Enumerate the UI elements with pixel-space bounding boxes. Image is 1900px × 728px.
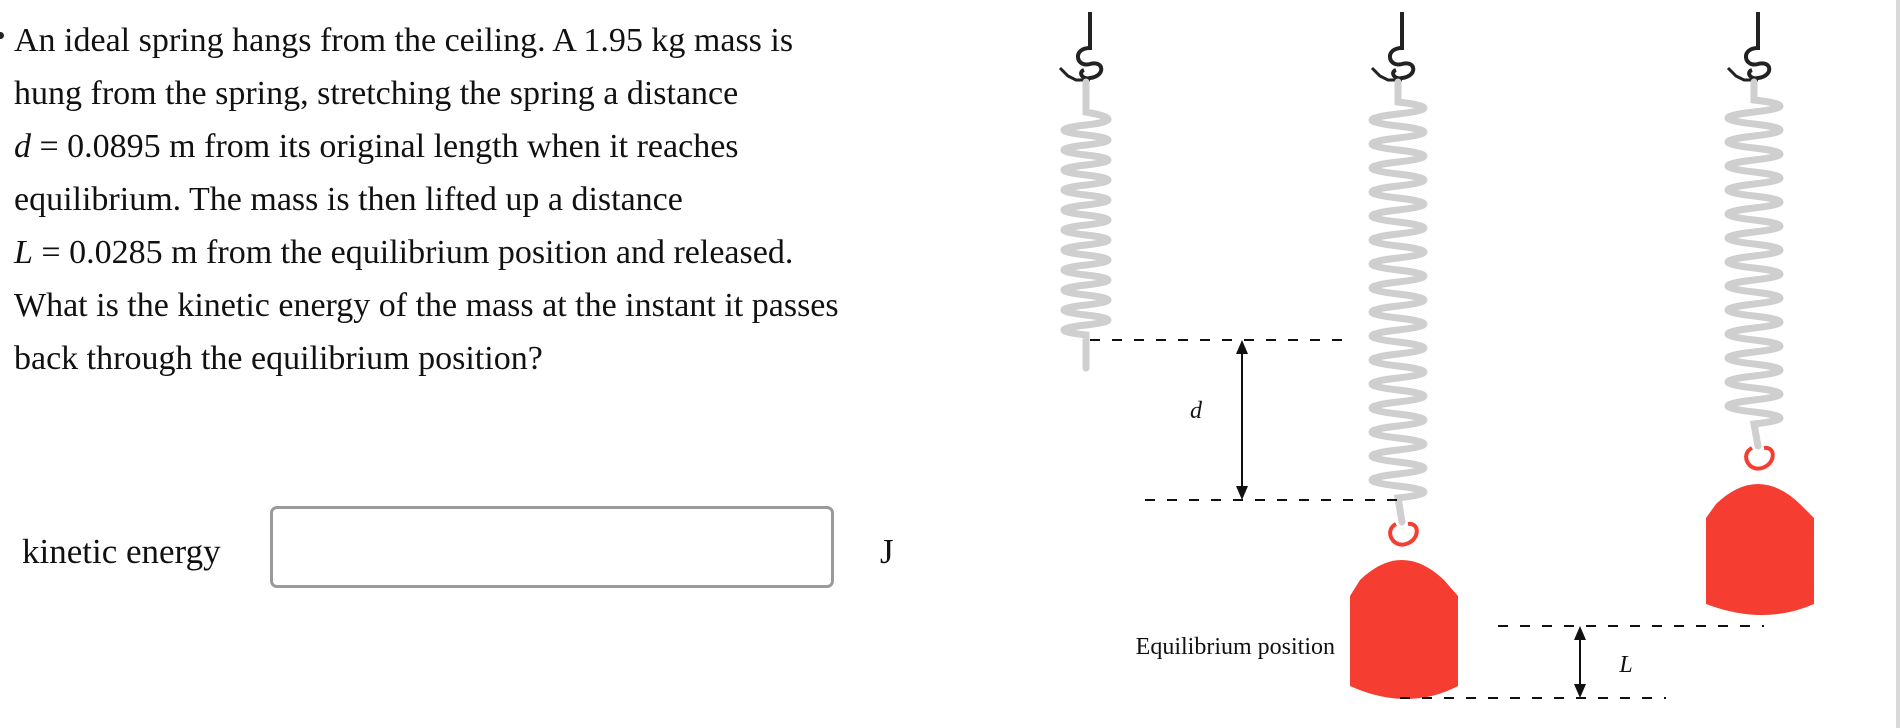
equilibrium-label: Equilibrium position [1135,634,1335,660]
hook-icon [1746,48,1769,78]
bullet-marker [0,32,4,39]
d-measurement [1090,340,1400,500]
spring-unstretched [1060,12,1108,368]
question-line: What is the kinetic energy of the mass at the instant it passes [14,287,839,324]
question-text [14,14,914,385]
l-label: L [1619,652,1633,678]
hook-icon [1078,48,1101,78]
arrow-up-icon [1574,626,1586,640]
question-line: hung from the spring, stretching the spring a distance [14,75,739,112]
variable-d: d [14,128,31,165]
mass-hook-icon [1390,524,1417,545]
mass-weight [1350,560,1458,699]
mass-hook-icon [1746,448,1773,469]
answer-label: kinetic energy [22,532,221,571]
variable-l: L [14,234,33,271]
question-line: d = 0.0895 m from its original length when it reaches [14,128,739,165]
question-line: equilibrium. The mass is then lifted up a distance [14,181,683,218]
question-line: L = 0.0285 m from the equilibrium position and released. [14,234,794,271]
hook-icon [1390,48,1413,78]
answer-unit: J [880,532,894,571]
spring-diagram [1010,0,1890,728]
spring-coil [1728,82,1780,446]
spring-equilibrium [1350,12,1458,699]
arrow-down-icon [1574,684,1586,698]
question-line: An ideal spring hangs from the ceiling. A 1.95 kg mass is [14,22,794,59]
spring-coil [1064,82,1108,368]
spring-coil [1372,82,1424,522]
mass-weight [1706,484,1814,615]
arrow-up-icon [1236,340,1248,354]
spring-lifted [1706,12,1814,615]
arrow-down-icon [1236,486,1248,500]
kinetic-energy-input[interactable] [270,506,834,588]
d-label: d [1190,398,1202,424]
panel-border [1896,0,1900,728]
question-line: back through the equilibrium position? [14,340,543,377]
